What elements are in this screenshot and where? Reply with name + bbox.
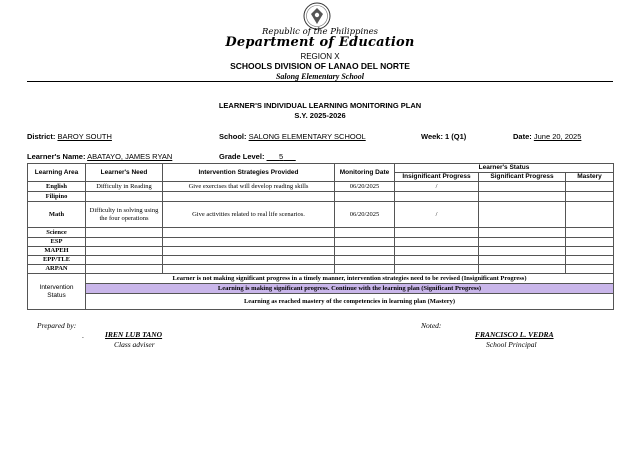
prepared-by-label: Prepared by: [37,321,77,330]
district-label: District: [27,132,56,141]
row-significant [479,182,566,192]
week-field [421,132,466,141]
row-need [86,256,163,265]
row-significant [479,256,566,265]
row-mastery [566,256,614,265]
row-date [335,265,395,274]
header-mastery: Mastery [566,173,614,182]
table-row [28,228,614,238]
row-strategy [163,238,335,247]
row-strategy: Give exercises that will develop reading skills [163,182,335,192]
header-significant: Significant Progress [479,173,566,182]
header-divider [27,81,613,82]
row-strategy [163,247,335,256]
header-learning-area: Learning Area [28,164,86,182]
learner-value: ABATAYO, JAMES RYAN [87,152,173,161]
table-row [28,202,614,228]
date-label: Date: [513,132,532,141]
grade-number: 5 [279,152,284,161]
learner-label: Learner's Name: [27,152,86,161]
row-significant [479,228,566,238]
status-insignificant: Learner is not making significant progress in a timely manner, intervention strategies need to be revised (Insignificant Progress) [86,274,614,284]
row-date [335,238,395,247]
row-need [86,247,163,256]
school-year: S.Y. 2025-2026 [294,111,346,120]
row-strategy [163,228,335,238]
row-area: Math [28,202,86,228]
row-strategy: Give activities related to real life scenarios. [163,202,335,228]
row-insignificant [395,238,479,247]
table-row [28,265,614,274]
row-mastery [566,182,614,192]
school-label: School: [219,132,247,141]
district-value: BAROY SOUTH [57,132,112,141]
row-significant [479,192,566,202]
row-need [86,192,163,202]
department-heading: Department of Education [225,35,415,50]
row-mastery [566,228,614,238]
row-date: 06/20/2025 [335,182,395,192]
row-insignificant [395,192,479,202]
header-strategies: Intervention Strategies Provided [163,164,335,182]
header-learner-status: Learner's Status [395,164,614,173]
row-insignificant [395,256,479,265]
row-strategy [163,265,335,274]
intervention-status-label: Intervention Status [28,274,86,310]
row-mastery [566,192,614,202]
division-heading: SCHOOLS DIVISION OF LANAO DEL NORTE [230,61,410,71]
row-mastery [566,265,614,274]
row-date [335,256,395,265]
row-significant [479,247,566,256]
row-significant [479,265,566,274]
row-insignificant [395,247,479,256]
adviser-role: Class adviser [114,340,155,349]
row-area: MAPEH [28,247,86,256]
table-row [28,238,614,247]
principal-name: FRANCISCO L. VEDRA [475,330,554,339]
row-date [335,247,395,256]
school-field [219,132,366,141]
row-insignificant [395,228,479,238]
status-mastery: Learning as reached mastery of the competencies in learning plan (Mastery) [86,294,614,310]
row-need: Difficulty in solving using the four operations [86,202,163,228]
prepared-dot: . [82,331,84,340]
row-strategy [163,192,335,202]
school-value: SALONG ELEMENTARY SCHOOL [248,132,366,141]
row-area: ARPAN [28,265,86,274]
row-insignificant: / [395,202,479,228]
row-need [86,228,163,238]
row-insignificant: / [395,182,479,192]
row-insignificant [395,265,479,274]
row-date: 06/20/2025 [335,202,395,228]
republic-heading: Republic of the Philippines [261,27,379,37]
school-heading: Salong Elementary School [275,72,364,81]
row-need: Difficulty in Reading [86,182,163,192]
district-field [27,132,112,141]
row-strategy [163,256,335,265]
adviser-name: IREN LUB TANO [105,330,163,339]
date-value: June 20, 2025 [533,132,582,141]
row-mastery [566,238,614,247]
principal-role: School Principal [486,340,537,349]
header-learner-need: Learner's Need [86,164,163,182]
noted-label: Noted: [421,321,442,330]
row-need [86,238,163,247]
region-heading: REGION X [300,52,340,61]
learner-field [27,152,172,161]
grade-value [267,152,296,161]
row-significant [479,238,566,247]
row-mastery [566,247,614,256]
document-title: LEARNER'S INDIVIDUAL LEARNING MONITORING PLAN [218,101,422,110]
header-insignificant: Insignificant Progress [395,173,479,182]
row-area: EPP/TLE [28,256,86,265]
row-area: ESP [28,238,86,247]
row-area: Filipino [28,192,86,202]
row-area: Science [28,228,86,238]
date-field [513,132,581,141]
row-need [86,265,163,274]
row-date [335,192,395,202]
table-row [28,247,614,256]
row-date [335,228,395,238]
row-area: English [28,182,86,192]
monitoring-table [27,163,614,310]
table-row [28,192,614,202]
row-mastery [566,202,614,228]
table-row [28,182,614,192]
row-significant [479,202,566,228]
grade-field [219,152,296,161]
table-row [28,256,614,265]
header-monitoring-date: Monitoring Date [335,164,395,182]
deped-seal-icon [302,2,332,30]
grade-label: Grade Level: [219,152,265,161]
status-significant: Learning is making significant progress. Continue with the learning plan (Significant Progress) [86,284,614,294]
week-label: Week: 1 (Q1) [421,132,467,141]
